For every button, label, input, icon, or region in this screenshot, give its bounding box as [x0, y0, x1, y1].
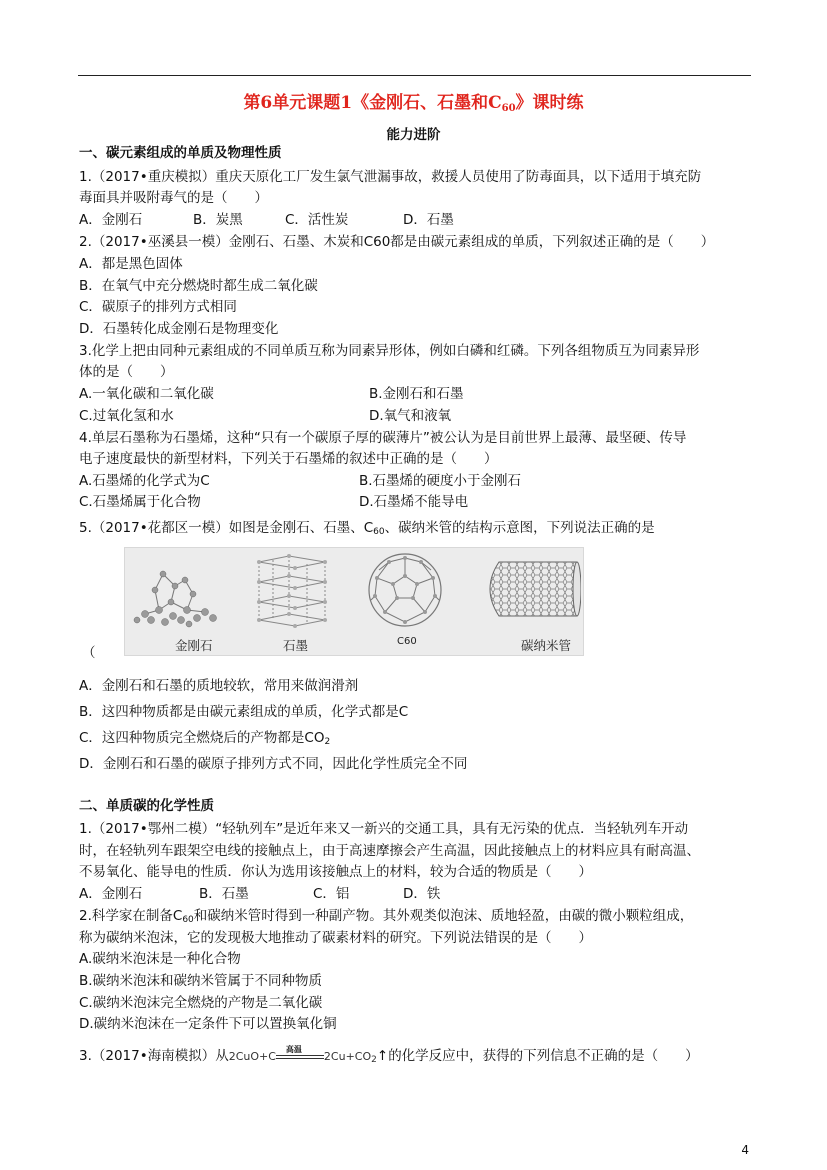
option-d: D.氧气和液氧: [369, 408, 452, 424]
question-text: 3.（2017•海南模拟）从2CuO+C 高温 $2Cu+CO_2↑$的化学反应中，获得的下列信息不正确的是（ ）: [79, 1047, 699, 1069]
option-c: C.过氧化氢和水: [79, 408, 174, 424]
option-c: C.石墨烯属于化合物: [79, 494, 201, 510]
option-b: B．石墨: [199, 886, 249, 902]
c60-structure-image: [365, 550, 445, 630]
question-text: 4.单层石墨称为石墨烯，这种“只有一个碳原子厚的碳薄片”被公认为是目前世界上最薄、最坚硬、传导: [79, 430, 687, 446]
equation-reactants: 2CuO+C: [228, 1050, 276, 1063]
option-a: A．都是黑色固体: [79, 256, 183, 272]
option-d: D.碳纳米泡沫在一定条件下可以置换氧化铜: [79, 1016, 337, 1032]
graphite-structure-image: [253, 552, 333, 628]
question-text: 称为碳纳米泡沫，它的发现极大地推动了碳素材料的研究。下列说法错误的是（ ）: [79, 930, 592, 946]
reaction-arrow: [276, 1045, 324, 1063]
question-text: 时，在轻轨列车跟架空电线的接触点上，由于高速摩擦会产生高温，因此接触点上的材料应具有耐高温、: [79, 843, 700, 859]
option-b: B．这四种物质都是由碳元素组成的单质，化学式都是C: [79, 704, 409, 720]
reaction-condition: 高温: [285, 1045, 302, 1054]
option-b: B.金刚石和石墨: [369, 386, 464, 402]
question-text: 1.（2017•重庆模拟）重庆天原化工厂发生氯气泄漏事故，救援人员使用了防毒面具，以下适用于填充防: [79, 169, 702, 185]
carbon-structures-figure: [124, 547, 584, 656]
equation-products: $2Cu+CO_2$: [323, 1050, 377, 1065]
option-d: D．铁: [403, 886, 441, 902]
option-a: A．金刚石和石墨的质地较软，常用来做润滑剂: [79, 678, 359, 694]
question-text: 毒面具并吸附毒气的是（ ）: [79, 190, 268, 206]
page-subtitle: 能力进阶: [386, 127, 441, 143]
question-text: 3.化学上把由同种元素组成的不同单质互称为同素异形体，例如白磷和红磷。下列各组物质互为同素异形: [79, 343, 700, 359]
option-b: B.碳纳米泡沫和碳纳米管属于不同种物质: [79, 973, 323, 989]
question-text: 不易氧化、能导电的性质．你认为选用该接触点上的材料，较为合适的物质是（ ）: [79, 864, 592, 880]
question-text: 5.（2017•花都区一模）如图是金刚石、石墨、$C_{60}$、碳纳米管的结构示意图，下列说法正确的是: [79, 520, 655, 537]
option-c: C.碳纳米泡沫完全燃烧的产物是二氧化碳: [79, 995, 323, 1011]
page-number: 4: [741, 1143, 749, 1157]
diamond-structure-image: [125, 552, 233, 628]
nanotube-structure-image: [477, 554, 581, 624]
page-title: 第6单元课题1《金刚石、石墨和$C_{60}$》课时练: [243, 93, 584, 114]
option-b: B．炭黑: [193, 212, 243, 228]
option-row: [79, 885, 440, 903]
option-d: D.石墨烯不能导电: [359, 494, 469, 510]
option-d: D．石墨: [403, 212, 454, 228]
question-text: 体的是（ ）: [79, 364, 174, 380]
option-c: C．碳原子的排列方式相同: [79, 299, 237, 315]
figure-label-diamond: 金刚石: [175, 638, 213, 653]
option-row: [79, 211, 454, 229]
option-c: C．活性炭: [285, 212, 349, 228]
option-a: A.石墨烯的化学式为C: [79, 473, 210, 489]
option-a: A.碳纳米泡沫是一种化合物: [79, 951, 241, 967]
option-a: A.一氧化碳和二氧化碳: [79, 386, 214, 402]
question-text: 电子速度最快的新型材料，下列关于石墨烯的叙述中正确的是（ ）: [79, 451, 498, 467]
option-c: C．这四种物质完全燃烧后的产物都是$CO_2$: [79, 730, 331, 747]
section-heading: 一、碳元素组成的单质及物理性质: [79, 145, 282, 161]
option-c: C．铝: [313, 886, 350, 902]
option-a: A．金刚石: [79, 886, 143, 902]
question-text: 1.（2017•鄂州二模）“轻轨列车”是近年来又一新兴的交通工具，具有无污染的优点．当轻轨列车开动: [79, 821, 689, 837]
option-b: B.石墨烯的硬度小于金刚石: [359, 473, 522, 489]
question-text: 2.科学家在制备$C_{60}$和碳纳米管时得到一种副产物。其外观类似泡沫、质地轻盈，由碳的微小颗粒组成，: [79, 908, 694, 925]
option-d: D．金刚石和石墨的碳原子排列方式不同，因此化学性质完全不同: [79, 756, 468, 772]
section-heading: 二、单质碳的化学性质: [79, 798, 214, 814]
answer-paren: （: [82, 645, 96, 661]
figure-label-nanotube: 碳纳米管: [521, 638, 572, 653]
question-text: 2.（2017•巫溪县一模）金刚石、石墨、木炭和C60都是由碳元素组成的单质，下列叙述正确的是（ ）: [79, 234, 715, 250]
option-a: A．金刚石: [79, 212, 143, 228]
gas-arrow: ↑: [376, 1048, 389, 1064]
header-rule: [78, 75, 751, 76]
figure-label-graphite: 石墨: [283, 638, 309, 653]
option-b: B．在氧气中充分燃烧时都生成二氧化碳: [79, 278, 318, 294]
option-d: D．石墨转化成金刚石是物理变化: [79, 321, 279, 337]
figure-label-c60: C60: [397, 636, 417, 647]
